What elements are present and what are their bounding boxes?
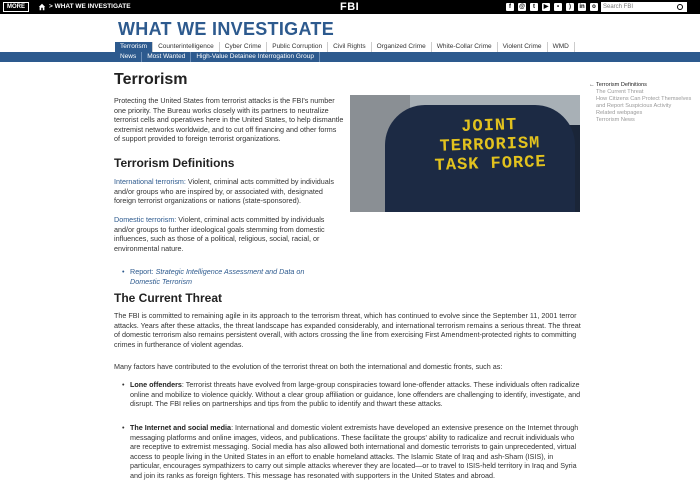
international-terrorism-link[interactable]: International terrorism: xyxy=(114,177,186,186)
email-icon[interactable]: @ xyxy=(519,4,525,10)
twitter-icon[interactable]: t xyxy=(530,3,538,11)
page-title: Terrorism xyxy=(114,71,188,88)
nav-terrorism-definitions[interactable]: ← Terrorism Definitions xyxy=(589,82,697,89)
tab-public-corruption[interactable]: Public Corruption xyxy=(267,42,328,52)
tab-cyber-crime[interactable]: Cyber Crime xyxy=(220,42,267,52)
instagram-icon[interactable]: o xyxy=(590,3,598,11)
domestic-terrorism-link[interactable]: Domestic terrorism: xyxy=(114,215,177,224)
tab-terrorism[interactable]: Terrorism xyxy=(115,42,153,52)
home-icon[interactable] xyxy=(38,3,46,11)
linkedin-icon[interactable]: in xyxy=(579,4,585,10)
tab-organized-crime[interactable]: Organized Crime xyxy=(372,42,432,52)
tab-wmd[interactable]: WMD xyxy=(548,42,575,52)
report-link[interactable]: • Report: Strategic Intelligence Assessment and Data on Domestic Terrorism xyxy=(122,267,305,286)
social-links xyxy=(506,3,598,11)
nav-current-threat[interactable]: The Current Threat xyxy=(596,89,644,95)
jtf-photo xyxy=(350,95,580,212)
breadcrumb[interactable]: > WHAT WE INVESTIGATE xyxy=(49,3,131,10)
list-item: • Lone offenders: Terrorist threats have evolved from large-group conspiracies toward lone-offender attacks. These individuals often radicalize online and mobilize to violence quickly. Without a clear group affiliation or guidance, lone offenders are challenging to identify, investigate, and disrupt. The FBI relies on partnerships and tips from the public to identify and thwart these attacks. xyxy=(122,380,581,409)
flickr-icon[interactable]: • xyxy=(554,3,562,11)
current-threat-heading: The Current Threat xyxy=(114,291,223,305)
page-nav xyxy=(589,82,697,124)
top-bar xyxy=(0,0,700,14)
search-placeholder: Search FBI xyxy=(603,4,634,10)
tab-news[interactable]: News xyxy=(115,52,142,62)
jacket-lettering: JOINT TERRORISM TASK FORCE xyxy=(434,116,547,176)
nav-protect-report[interactable]: How Citizens Can Protect Themselves and Report Suspicious Activity xyxy=(596,96,692,109)
definitions-heading: Terrorism Definitions xyxy=(114,156,235,170)
factors-paragraph: Many factors have contributed to the evolution of the terrorist threat on both the international and domestic fronts, such as: xyxy=(114,362,503,371)
facebook-icon[interactable]: f xyxy=(506,3,514,11)
youtube-icon[interactable]: ▶ xyxy=(543,4,549,10)
current-threat-paragraph: The FBI is committed to remaining agile in its approach to the terrorism threat, which has continued to evolve since the September 11, 2001 terror attacks. Years after these attacks, the threat landscape has expanded considerably, and international terrorism remains a serious threat. The threat of domestic terrorism also remains persistent overall, with actors crossing the line from exercising First Amendment-protected rights to committing crimes in furtherance of violent agendas. xyxy=(114,311,581,349)
nav-terrorism-news[interactable]: Terrorism News xyxy=(596,117,635,123)
intro-paragraph: Protecting the United States from terrorist attacks is the FBI's number one priority. The Bureau works closely with its partners to neutralize terrorist cells and operatives here in the United States, to help dismantle extremist networks worldwide, and to cut off financing and other forms of support provided to foreign terrorist organizations. xyxy=(114,96,344,144)
definition-international: International terrorism: Violent, criminal acts committed by individuals and/or groups who are inspired by, or associated with, designated foreign terrorist organizations or nations (state-sponsored). xyxy=(114,177,334,206)
tab-white-collar-crime[interactable]: White-Collar Crime xyxy=(432,42,498,52)
secondary-tabs xyxy=(0,52,700,62)
tab-most-wanted[interactable]: Most Wanted xyxy=(142,52,191,62)
search-input[interactable] xyxy=(601,2,687,12)
list-item: • The Internet and social media: International and domestic violent extremists have developed an extensive presence on the Internet through messaging platforms and online images, videos, and publications. These facilitate the groups' ability to radicalize and recruit individuals who are receptive to extremist messaging. Social media has also allowed both international and domestic terrorists to gain unprecedented, virtual access to people living in the United States in an effort to enable homeland attacks. The Islamic State of Iraq and ash-Sham (ISIS), in particular, encourages sympathizers to carry out simple attacks wherever they are located—or to travel to ISIS-held territory in Iraq and Syria and join its ranks as foreign fighters. This message has resonated with supporters in the United States and abroad. xyxy=(122,423,579,480)
tab-hig[interactable]: High-Value Detainee Interrogation Group xyxy=(191,52,320,62)
more-button[interactable]: MORE xyxy=(3,2,29,12)
rss-icon[interactable]: ) xyxy=(566,3,574,11)
search-icon[interactable] xyxy=(677,4,683,10)
section-title[interactable]: WHAT WE INVESTIGATE xyxy=(118,19,335,39)
fbi-logo[interactable]: FBI xyxy=(340,1,360,13)
tab-violent-crime[interactable]: Violent Crime xyxy=(498,42,548,52)
definition-domestic: Domestic terrorism: Violent, criminal acts committed by individuals and/or groups to further ideological goals stemming from domestic influences, such as those of a political, religious, social, racial, or environmental nature. xyxy=(114,215,325,253)
primary-tabs xyxy=(115,42,575,52)
tab-counterintelligence[interactable]: Counterintelligence xyxy=(153,42,220,52)
tab-civil-rights[interactable]: Civil Rights xyxy=(328,42,372,52)
nav-related-webpages[interactable]: Related webpages xyxy=(596,110,643,116)
